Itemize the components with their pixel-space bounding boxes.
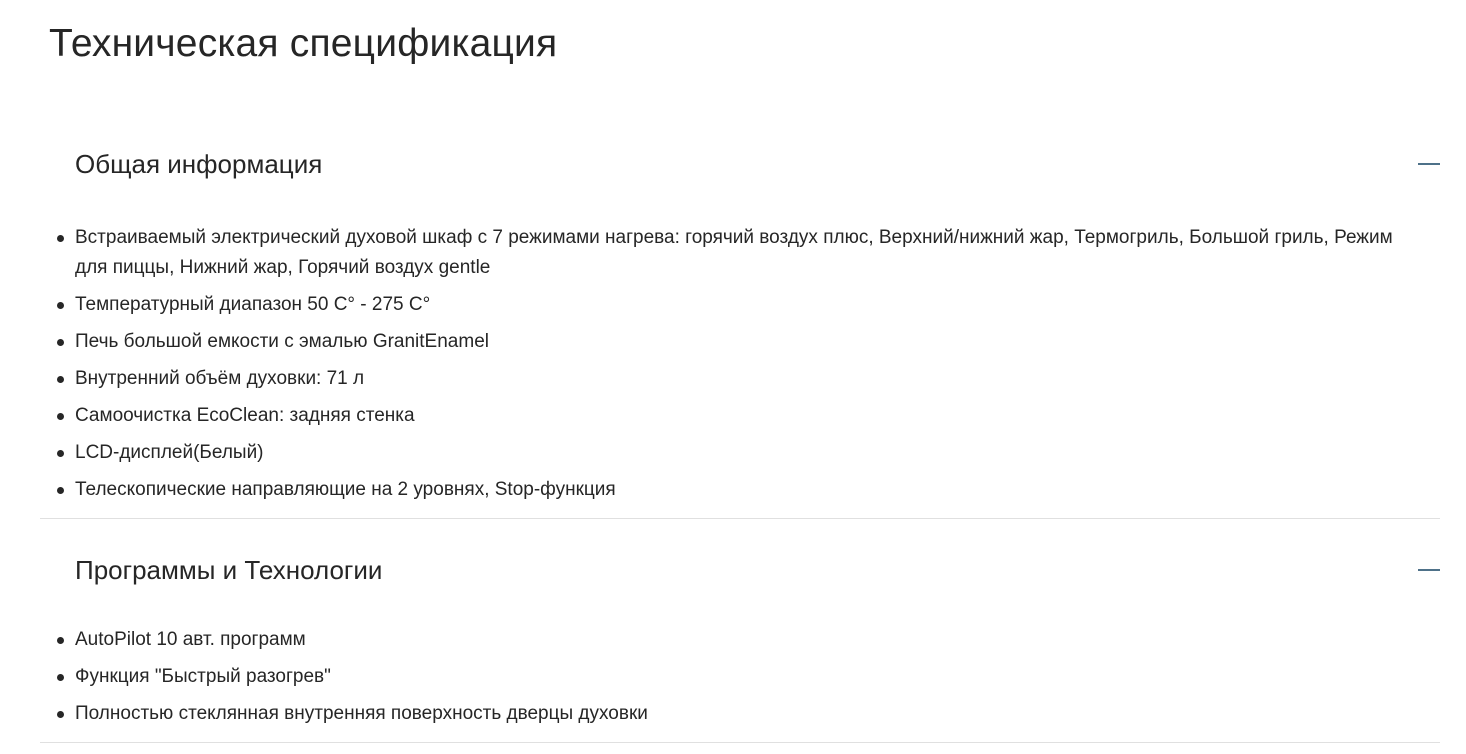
spec-page — [40, 0, 1440, 743]
section-general-info — [40, 67, 1440, 518]
spec-item: Температурный диапазон 50 C° - 275 C° — [75, 290, 1425, 320]
section-title-programs-technologies: Программы и Технологии — [75, 555, 383, 585]
accordion-header-general-info[interactable] — [40, 67, 1440, 181]
section-title-general-info: Общая информация — [75, 149, 323, 179]
spec-item: Полностью стеклянная внутренняя поверхность дверцы духовки — [75, 699, 1425, 729]
collapse-toggle-programs-technologies[interactable] — [1418, 563, 1440, 577]
minus-icon — [1418, 569, 1440, 571]
spec-item: LCD-дисплей(Белый) — [75, 438, 1425, 468]
spec-item: Внутренний объём духовки: 71 л — [75, 364, 1425, 394]
spec-item: Печь большой емкости с эмалью GranitEnamel — [75, 327, 1425, 357]
minus-icon — [1418, 163, 1440, 165]
spec-item: Телескопические направляющие на 2 уровнях, Stop-функция — [75, 475, 1425, 505]
page-title: Техническая спецификация — [49, 22, 558, 65]
spec-list-programs-technologies — [40, 625, 1440, 729]
spec-item: Встраиваемый электрический духовой шкаф с 7 режимами нагрева: горячий воздух плюс, Верхний/нижний жар, Термогриль, Большой гриль, Режим для пиццы, Нижний жар, Горячий воздух gentle — [75, 223, 1425, 283]
spec-item: Функция "Быстрый разогрев" — [75, 662, 1425, 692]
spec-item: Самоочистка EcoClean: задняя стенка — [75, 401, 1425, 431]
section-programs-technologies — [40, 518, 1440, 742]
accordion-header-programs-technologies[interactable] — [40, 519, 1440, 587]
spec-item: AutoPilot 10 авт. программ — [75, 625, 1425, 655]
spec-list-general-info — [40, 223, 1440, 505]
collapse-toggle-general-info[interactable] — [1418, 157, 1440, 171]
